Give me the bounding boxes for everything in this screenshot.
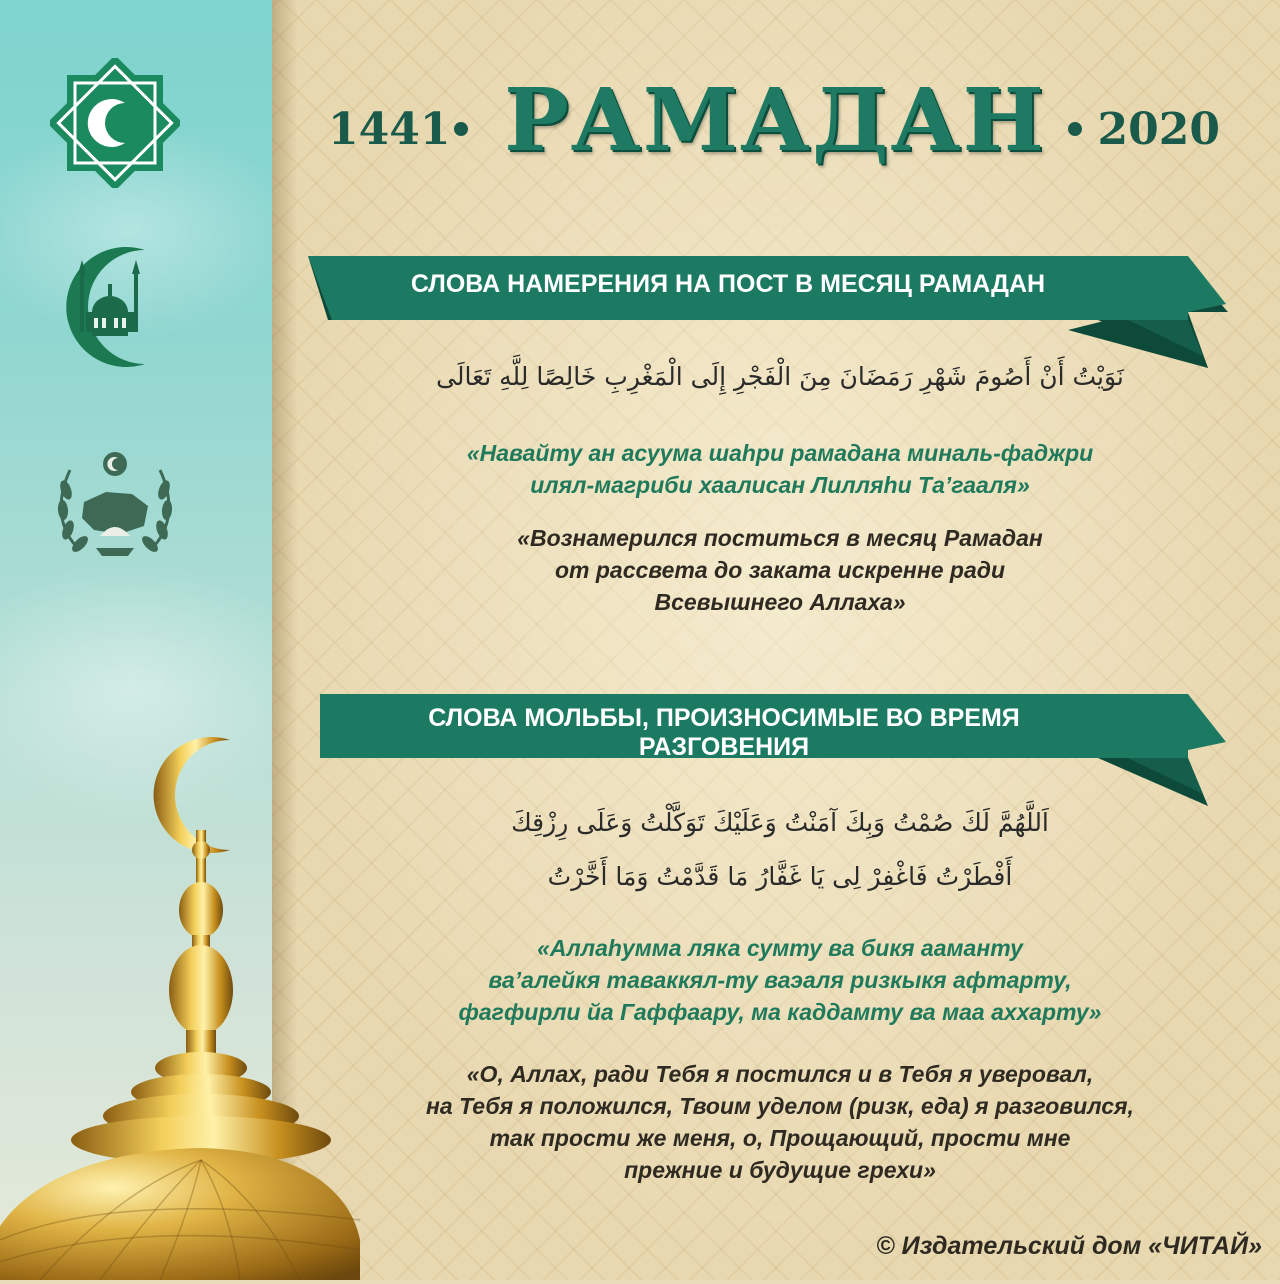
section2-ribbon [320, 690, 1228, 810]
translation-line: от рассвета до заката искренне ради [554, 557, 1006, 583]
section2-arabic-line1: اَللَّهُمَّ لَكَ صُمْتُ وَبِكَ آمَنْتُ وَعَلَيْكَ تَوَكَّلْتُ وَعَلَى رِزْقِكَ [511, 808, 1049, 837]
transliteration-line: ва’алейкя таваккял-ту ваэаля ризкыкя афтарту, [488, 967, 1072, 993]
translation-line: «Вознамерился поститься в месяц Рамадан [517, 525, 1043, 551]
transliteration-line: фагфирли йа Гаффаару, ма каддамту ва маа аххарту» [458, 999, 1102, 1025]
crescent-mosque-icon [50, 242, 180, 372]
section2-arabic-line2: أَفْطَرْتُ فَاغْفِرْ لِى يَا غَفَّارُ مَا قَدَّمْتُ وَمَا أَخَّرْتُ [547, 862, 1013, 891]
transliteration-line: илял-магриби хаалисан Лилляhи Та’гааля» [530, 472, 1030, 498]
section1-ribbon [308, 252, 1228, 372]
wreath-emblem-icon [50, 440, 180, 570]
translation-line: на Тебя я положился, Твоим уделом (ризк, еда) я разговился, [426, 1093, 1134, 1119]
section1-translation [300, 522, 1260, 618]
translation-line: прежние и будущие грехи» [624, 1157, 936, 1183]
section1-arabic-text: نَوَيْتُ أَنْ أَصُومَ شَهْرِ رَمَضَانَ مِنَ الْفَجْرِ إِلَى الْمَغْرِبِ خَالِصًا لِلَّهِ تَعَالَى [436, 362, 1124, 391]
section2-transliteration [300, 932, 1260, 1028]
page-header [300, 70, 1250, 190]
section2-translation [300, 1058, 1260, 1186]
section2-heading: СЛОВА МОЛЬБЫ, ПРОИЗНОСИМЫЕ ВО ВРЕМЯ РАЗГОВЕНИЯ [428, 704, 1020, 761]
translation-line: Всевышнего Аллаха» [654, 589, 906, 615]
gregorian-year: 2020 [1097, 104, 1220, 155]
page-title: РАМАДАН [504, 70, 1046, 171]
separator-dot [1068, 122, 1082, 136]
transliteration-line: «Аллаhумма ляка сумту ва бикя ааманту [537, 935, 1023, 961]
crescent-octagram-icon [50, 58, 180, 188]
copyright-notice: © Издательский дом «ЧИТАЙ» [876, 1232, 1262, 1260]
hijri-year: 1441 [328, 104, 451, 155]
translation-line: «О, Аллах, ради Тебя я постился и в Тебя я уверовал, [466, 1061, 1094, 1087]
transliteration-line: «Навайту ан асуума шаhри рамадана миналь-фаджри [466, 440, 1094, 466]
translation-line: так прости же меня, о, Прощающий, прости мне [489, 1125, 1071, 1151]
section1-heading: СЛОВА НАМЕРЕНИЯ НА ПОСТ В МЕСЯЦ РАМАДАН [410, 270, 1046, 298]
section1-transliteration [300, 437, 1260, 501]
